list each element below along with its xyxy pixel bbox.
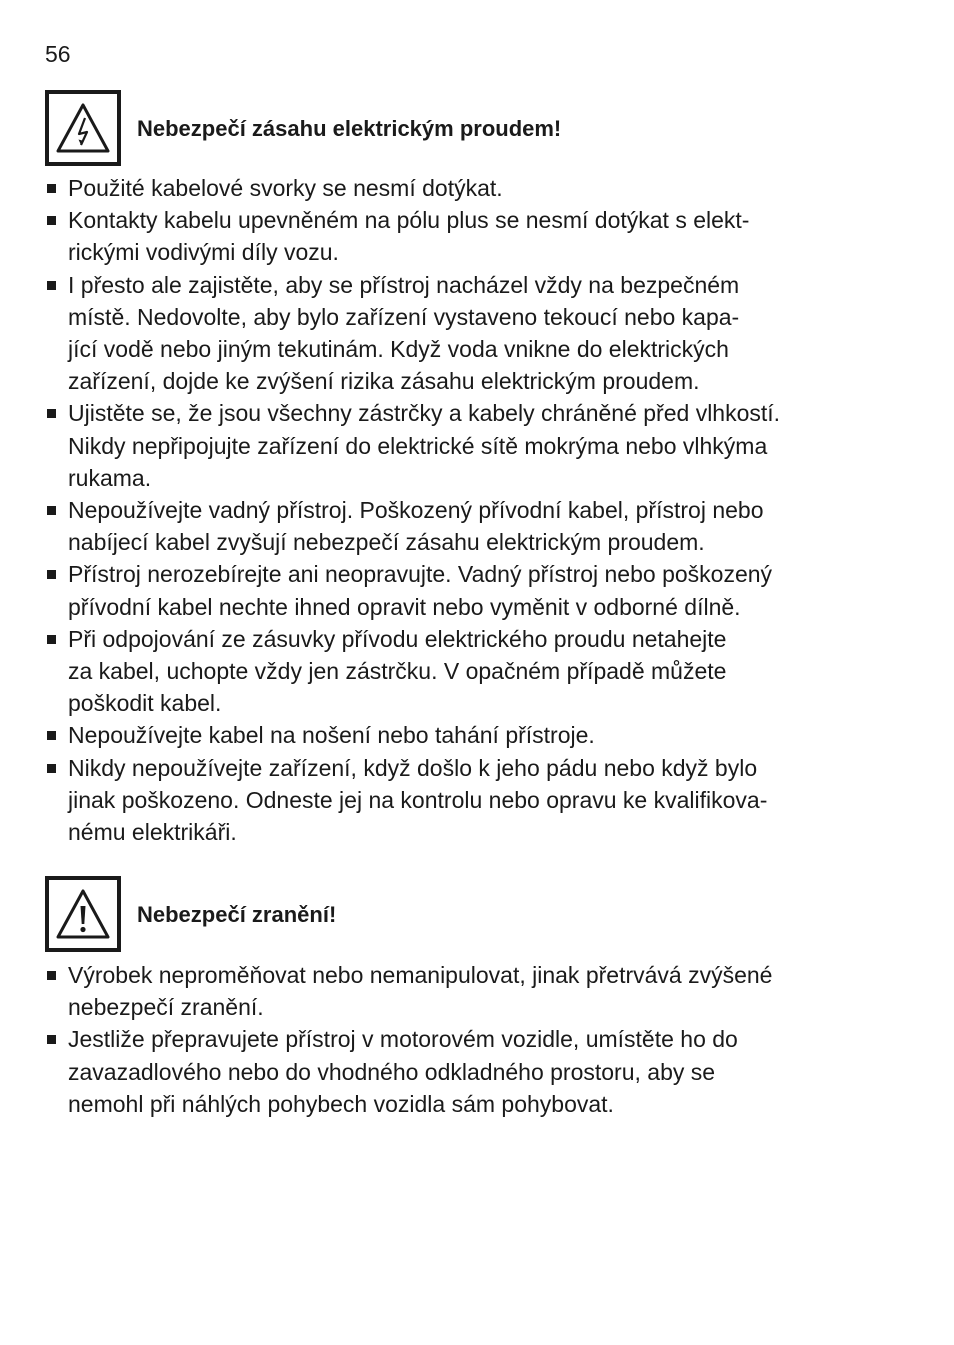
bullet-icon xyxy=(47,409,56,418)
list-item xyxy=(45,269,875,398)
list-item xyxy=(45,172,875,204)
bullet-icon xyxy=(47,764,56,773)
list-item-text: Kontakty kabelu upevněném na pólu plus se nesmí dotýkat s elekt- rickými vodivými díly vozu. xyxy=(68,207,750,266)
injury-hazard-list xyxy=(45,959,875,1120)
injury-hazard-header xyxy=(45,876,875,952)
exclamation-warning-icon xyxy=(45,876,121,952)
list-item-text: I přesto ale zajistěte, aby se přístroj nacházel vždy na bezpečném místě. Nedovolte, aby bylo zařízení vystaveno tekoucí nebo kapa- jící vodě nebo jiným tekutinám. Když voda vnikne do elektrických zařízení, dojde ke zvýšení rizika zásahu elektrickým proudem. xyxy=(68,271,740,395)
list-item xyxy=(45,719,875,751)
warning-triangle xyxy=(55,886,111,942)
list-item-text: Nepoužívejte kabel na nošení nebo tahání přístroje. xyxy=(68,722,595,749)
list-item-text: Přístroj nerozebírejte ani neopravujte. Vadný přístroj nebo poškozený přívodní kabel nechte ihned opravit nebo vyměnit v odborné dílně. xyxy=(68,561,773,620)
bullet-icon xyxy=(47,971,56,980)
list-item-text: Při odpojování ze zásuvky přívodu elektrického proudu netahejte za kabel, uchopte vždy jen zástrčku. V opačném případě můžete poškodit kabel. xyxy=(68,625,727,717)
list-item xyxy=(45,558,875,622)
list-item-text: Nikdy nepoužívejte zařízení, když došlo k jeho pádu nebo když bylo jinak poškozeno. Odneste jej na kontrolu nebo opravu ke kvalifikova- nému elektrikáři. xyxy=(68,754,768,846)
bullet-icon xyxy=(47,281,56,290)
list-item-text: Ujistěte se, že jsou všechny zástrčky a kabely chráněné před vlhkostí. Nikdy nepřipojujte zařízení do elektrické sítě mokrýma nebo vlhkýma rukama. xyxy=(68,400,781,491)
list-item xyxy=(45,494,875,558)
list-item xyxy=(45,959,875,1023)
electric-hazard-icon xyxy=(45,90,121,166)
page-number: 56 xyxy=(45,41,71,67)
electric-hazard-list xyxy=(45,172,875,848)
section-title: Nebezpečí zásahu elektrickým proudem! xyxy=(137,116,562,141)
bullet-icon xyxy=(47,184,56,193)
list-item-text: Jestliže přepravujete přístroj v motorovém vozidle, umístěte ho do zavazadlového nebo do vhodného odkladného prostoru, aby se nemohl při náhlých pohybech vozidla sám pohybovat. xyxy=(68,1026,738,1117)
bullet-icon xyxy=(47,635,56,644)
list-item-text: Použité kabelové svorky se nesmí dotýkat. xyxy=(68,175,503,201)
list-item xyxy=(45,752,875,849)
list-item xyxy=(45,204,875,268)
bullet-icon xyxy=(47,731,56,740)
list-item xyxy=(45,397,875,494)
bullet-icon xyxy=(47,506,56,515)
list-item-text: Nepoužívejte vadný přístroj. Poškozený přívodní kabel, přístroj nebo nabíjecí kabel zvyšují nebezpečí zásahu elektrickým proudem. xyxy=(68,497,764,556)
bullet-icon xyxy=(47,570,56,579)
electric-hazard-triangle xyxy=(55,100,111,156)
list-item xyxy=(45,623,875,720)
list-item xyxy=(45,1023,875,1120)
electric-hazard-header xyxy=(45,90,875,166)
bullet-icon xyxy=(47,1035,56,1044)
bullet-icon xyxy=(47,216,56,225)
list-item-text: Výrobek neproměňovat nebo nemanipulovat, jinak přetrvává zvýšené nebezpečí zranění. xyxy=(68,962,773,1021)
section-title: Nebezpečí zranění! xyxy=(137,902,337,927)
